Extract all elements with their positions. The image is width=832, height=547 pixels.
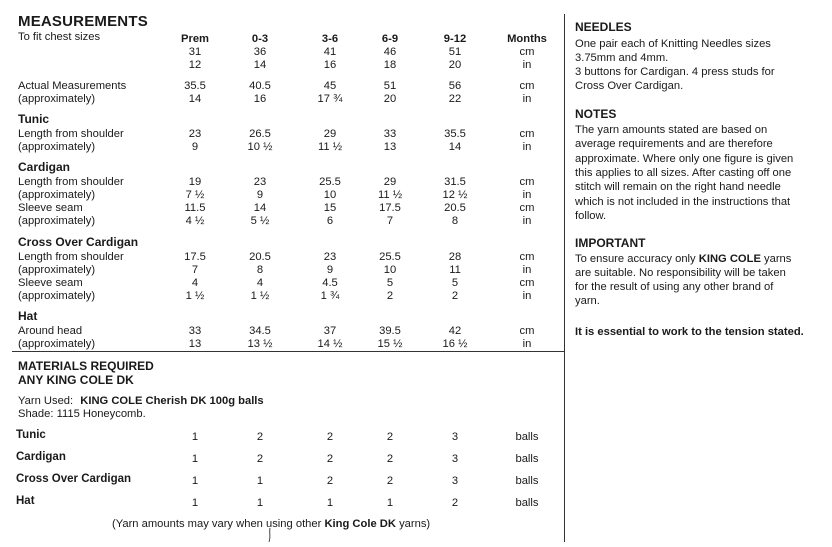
cardigan-length-in-col-0: 7 ½ [185, 189, 205, 201]
important-line-2: are suitable. No responsibility will be taken [575, 267, 786, 279]
chest-in-col-2: 16 [323, 59, 337, 71]
notes-line: stitch will remain on the right hand needle [575, 181, 781, 194]
actual-cm-col-5: cm [519, 80, 535, 92]
cardigan-heading: Cardigan [18, 160, 71, 174]
materials-row-2-col-3: 2 [386, 475, 394, 487]
notes-title: NOTES [575, 107, 617, 121]
important-line-4: yarn. [575, 295, 600, 307]
chest-in-col-3: 18 [383, 59, 397, 71]
cardigan-length-cm-col-4: 31.5 [444, 176, 466, 188]
important-line-1 [575, 253, 791, 265]
cross-over-length-cm-col-0: 17.5 [184, 251, 206, 263]
chest-cm-col-2: 41 [323, 46, 337, 58]
materials-row-3-col-3: 1 [386, 497, 394, 509]
materials-row-label: Tunic [16, 429, 46, 441]
chest-cm-col-3: 46 [383, 46, 397, 58]
yarn-note-brand: King Cole DK [324, 518, 396, 530]
actual-approx-label: (approximately) [18, 93, 96, 105]
chest-in-col-4: 20 [448, 59, 462, 71]
column-header-col-0: Prem [181, 33, 209, 45]
needles-line-1: One pair each of Knitting Needles sizes [575, 38, 771, 50]
cross-over-sleeve-cm-col-4: 5 [451, 277, 459, 289]
materials-row-0-col-4: 3 [451, 431, 459, 443]
actual-cm-col-1: 40.5 [249, 80, 271, 92]
notes-line: average requirements and are therefore [575, 138, 773, 151]
cross-over-length-in-col-3: 10 [383, 264, 397, 276]
tension-statement: It is essential to work to the tension stated. [575, 326, 804, 338]
hat-around-in-col-4: 16 ½ [442, 338, 468, 350]
hat-around-cm-col-0: 33 [188, 325, 202, 337]
notes-line: approximate. Where only one figure is given [575, 152, 794, 165]
hat-approx-label: (approximately) [18, 338, 96, 350]
cross-over-sleeve-cm-col-2: 4.5 [322, 277, 338, 289]
materials-row-2-col-0: 1 [191, 475, 199, 487]
hat-heading: Hat [18, 309, 38, 323]
cross-over-approx-label: (approximately) [18, 264, 96, 276]
cross-over-length-label: Length from shoulder [18, 251, 124, 263]
actual-cm-col-0: 35.5 [184, 80, 206, 92]
cross-over-sleeve-cm-col-3: 5 [386, 277, 394, 289]
important-line-1-suffix: yarns [764, 253, 792, 265]
materials-row-0-col-5: balls [515, 431, 539, 443]
cross-over-length-cm-col-4: 28 [448, 251, 462, 263]
actual-cm-col-4: 56 [448, 80, 462, 92]
cross-over-sleeve-label: Sleeve seam [18, 277, 83, 289]
cross-over-length-in-col-0: 7 [191, 264, 199, 276]
actual-cm-col-3: 51 [383, 80, 397, 92]
tunic-length-in-col-4: 14 [448, 141, 462, 153]
chest-cm-col-5: cm [519, 46, 535, 58]
cardigan-length-cm-col-3: 29 [383, 176, 397, 188]
cardigan-sleeve-cm-col-3: 17.5 [379, 202, 401, 214]
important-line-1-prefix: To ensure accuracy only [575, 253, 696, 265]
materials-row-1-col-4: 3 [451, 453, 459, 465]
materials-row-label: Cardigan [16, 451, 66, 463]
materials-row-1-col-0: 1 [191, 453, 199, 465]
yarn-used-value: KING COLE Cherish DK 100g balls [80, 395, 264, 407]
cardigan-sleeve-in-col-4: 8 [451, 215, 459, 227]
materials-row-3-col-1: 1 [256, 497, 264, 509]
cardigan-sleeve-in-col-3: 7 [386, 215, 394, 227]
tunic-heading: Tunic [18, 112, 50, 126]
yarn-note-suffix: yarns) [399, 518, 431, 530]
yarn-used-label: Yarn Used: [18, 395, 74, 407]
chest-cm-col-1: 36 [253, 46, 267, 58]
actual-in-col-0: 14 [188, 93, 202, 105]
cardigan-length-in-col-2: 10 [323, 189, 337, 201]
tunic-approx-label: (approximately) [18, 141, 96, 153]
cardigan-sleeve-cm-col-4: 20.5 [444, 202, 466, 214]
hat-around-in-col-5: in [522, 338, 532, 350]
actual-in-col-2: 17 ¾ [317, 93, 343, 105]
cardigan-sleeve-approx-label: (approximately) [18, 215, 96, 227]
cardigan-sleeve-in-col-2: 6 [326, 215, 334, 227]
chest-in-col-5: in [522, 59, 532, 71]
materials-row-3-col-4: 2 [451, 497, 459, 509]
chest-cm-col-0: 31 [188, 46, 202, 58]
materials-row-3-col-2: 1 [326, 497, 334, 509]
notes-line: follow. [575, 209, 607, 222]
cardigan-length-in-col-4: 12 ½ [442, 189, 468, 201]
materials-row-0-col-2: 2 [326, 431, 334, 443]
cross-over-heading: Cross Over Cardigan [18, 235, 139, 249]
cross-over-sleeve-in-col-1: 1 ½ [250, 290, 270, 302]
materials-row-1-col-5: balls [515, 453, 539, 465]
materials-row-3-col-5: balls [515, 497, 539, 509]
column-header-col-1: 0-3 [251, 33, 269, 45]
cardigan-sleeve-label: Sleeve seam [18, 202, 83, 214]
tunic-length-in-col-3: 13 [383, 141, 397, 153]
materials-row-3-col-0: 1 [191, 497, 199, 509]
cross-over-sleeve-cm-col-5: cm [519, 277, 535, 289]
tunic-length-cm-col-2: 29 [323, 128, 337, 140]
shade-line: Shade: 1115 Honeycomb. [18, 408, 146, 420]
needles-title: NEEDLES [575, 20, 632, 34]
column-divider [564, 14, 565, 542]
cross-over-length-in-col-5: in [522, 264, 532, 276]
hat-around-in-col-2: 14 ½ [317, 338, 343, 350]
column-header-col-4: 9-12 [443, 33, 467, 45]
tunic-length-cm-col-0: 23 [188, 128, 202, 140]
cardigan-length-in-col-1: 9 [256, 189, 264, 201]
tunic-length-cm-col-4: 35.5 [444, 128, 466, 140]
column-header-col-2: 3-6 [321, 33, 339, 45]
materials-title: MATERIALS REQUIRED [18, 359, 154, 373]
cross-over-sleeve-in-col-5: in [522, 290, 532, 302]
hat-around-in-col-1: 13 ½ [247, 338, 273, 350]
cross-over-sleeve-cm-col-0: 4 [191, 277, 199, 289]
yarn-used-line [18, 395, 264, 407]
materials-row-label: Hat [16, 495, 35, 507]
tunic-length-in-col-0: 9 [191, 141, 199, 153]
notes-line: this applies to all sizes. After casting off one [575, 166, 792, 179]
hat-around-cm-col-2: 37 [323, 325, 337, 337]
hat-around-cm-col-5: cm [519, 325, 535, 337]
important-title: IMPORTANT [575, 236, 646, 250]
cross-over-length-in-col-1: 8 [256, 264, 264, 276]
cross-over-length-in-col-2: 9 [326, 264, 334, 276]
tunic-length-in-col-1: 10 ½ [247, 141, 273, 153]
actual-label: Actual Measurements [18, 80, 127, 92]
cardigan-sleeve-cm-col-2: 15 [323, 202, 337, 214]
cross-over-sleeve-in-col-4: 2 [451, 290, 459, 302]
cardigan-length-in-col-5: in [522, 189, 532, 201]
hat-around-in-col-3: 15 ½ [377, 338, 403, 350]
cardigan-sleeve-cm-col-5: cm [519, 202, 535, 214]
needles-line-3: 3 buttons for Cardigan. 4 press studs for [575, 66, 775, 78]
notes-line: which is not included in the instructions that [575, 195, 791, 208]
actual-in-col-5: in [522, 93, 532, 105]
cross-over-sleeve-in-col-3: 2 [386, 290, 394, 302]
notes-line: The yarn amounts stated are based on [575, 124, 768, 136]
chest-in-col-0: 12 [188, 59, 202, 71]
tunic-length-label: Length from shoulder [18, 128, 124, 140]
cardigan-sleeve-cm-col-0: 11.5 [184, 202, 206, 214]
hat-around-cm-col-1: 34.5 [249, 325, 271, 337]
column-header-col-3: 6-9 [381, 33, 399, 45]
cardigan-sleeve-cm-col-1: 14 [253, 202, 267, 214]
pen-mark-icon [264, 526, 276, 544]
cardigan-sleeve-in-col-1: 5 ½ [250, 215, 270, 227]
materials-row-1-col-2: 2 [326, 453, 334, 465]
cardigan-length-cm-col-1: 23 [253, 176, 267, 188]
hat-around-cm-col-3: 39.5 [379, 325, 401, 337]
hat-around-label: Around head [18, 325, 83, 337]
cross-over-length-cm-col-1: 20.5 [249, 251, 271, 263]
cardigan-approx-label: (approximately) [18, 189, 96, 201]
hat-around-in-col-0: 13 [188, 338, 202, 350]
cross-over-length-cm-col-3: 25.5 [379, 251, 401, 263]
hat-around-cm-col-4: 42 [448, 325, 462, 337]
cardigan-sleeve-in-col-5: in [522, 215, 532, 227]
actual-in-col-3: 20 [383, 93, 397, 105]
materials-row-2-col-4: 3 [451, 475, 459, 487]
cross-over-sleeve-approx-label: (approximately) [18, 290, 96, 302]
yarn-note-prefix: (Yarn amounts may vary when using other [112, 518, 322, 530]
tunic-length-cm-col-1: 26.5 [249, 128, 271, 140]
cross-over-sleeve-cm-col-1: 4 [256, 277, 264, 289]
important-brand: KING COLE [698, 253, 761, 265]
cross-over-length-cm-col-2: 23 [323, 251, 337, 263]
materials-row-label: Cross Over Cardigan [16, 473, 132, 485]
section-divider [12, 351, 564, 352]
cross-over-sleeve-in-col-0: 1 ½ [185, 290, 205, 302]
actual-in-col-4: 22 [448, 93, 462, 105]
materials-subtitle: ANY KING COLE DK [18, 373, 134, 387]
actual-in-col-1: 16 [253, 93, 267, 105]
chest-in-col-1: 14 [253, 59, 267, 71]
cardigan-length-cm-col-2: 25.5 [319, 176, 341, 188]
materials-row-2-col-2: 2 [326, 475, 334, 487]
fit-label: To fit chest sizes [18, 31, 101, 43]
cardigan-length-in-col-3: 11 ½ [377, 189, 403, 201]
cardigan-length-cm-col-5: cm [519, 176, 535, 188]
chest-cm-col-4: 51 [448, 46, 462, 58]
cardigan-sleeve-in-col-0: 4 ½ [185, 215, 205, 227]
materials-row-1-col-1: 2 [256, 453, 264, 465]
tunic-length-cm-col-5: cm [519, 128, 535, 140]
tunic-length-in-col-2: 11 ½ [317, 141, 343, 153]
tunic-length-in-col-5: in [522, 141, 532, 153]
cross-over-length-in-col-4: 11 [449, 264, 461, 276]
materials-row-2-col-1: 1 [256, 475, 264, 487]
materials-row-0-col-3: 2 [386, 431, 394, 443]
cross-over-length-cm-col-5: cm [519, 251, 535, 263]
column-header-col-5: Months [507, 33, 547, 45]
materials-row-0-col-0: 1 [191, 431, 199, 443]
cardigan-length-cm-col-0: 19 [188, 176, 202, 188]
materials-row-0-col-1: 2 [256, 431, 264, 443]
needles-line-2: 3.75mm and 4mm. [575, 52, 669, 64]
cardigan-length-label: Length from shoulder [18, 176, 124, 188]
cross-over-sleeve-in-col-2: 1 ¾ [320, 290, 340, 302]
measurements-title: MEASUREMENTS [18, 13, 148, 30]
materials-row-1-col-3: 2 [386, 453, 394, 465]
important-line-3: for the result of using any other brand of [575, 281, 774, 293]
tunic-length-cm-col-3: 33 [383, 128, 397, 140]
actual-cm-col-2: 45 [323, 80, 337, 92]
materials-row-2-col-5: balls [515, 475, 539, 487]
needles-line-4: Cross Over Cardigan. [575, 80, 684, 92]
